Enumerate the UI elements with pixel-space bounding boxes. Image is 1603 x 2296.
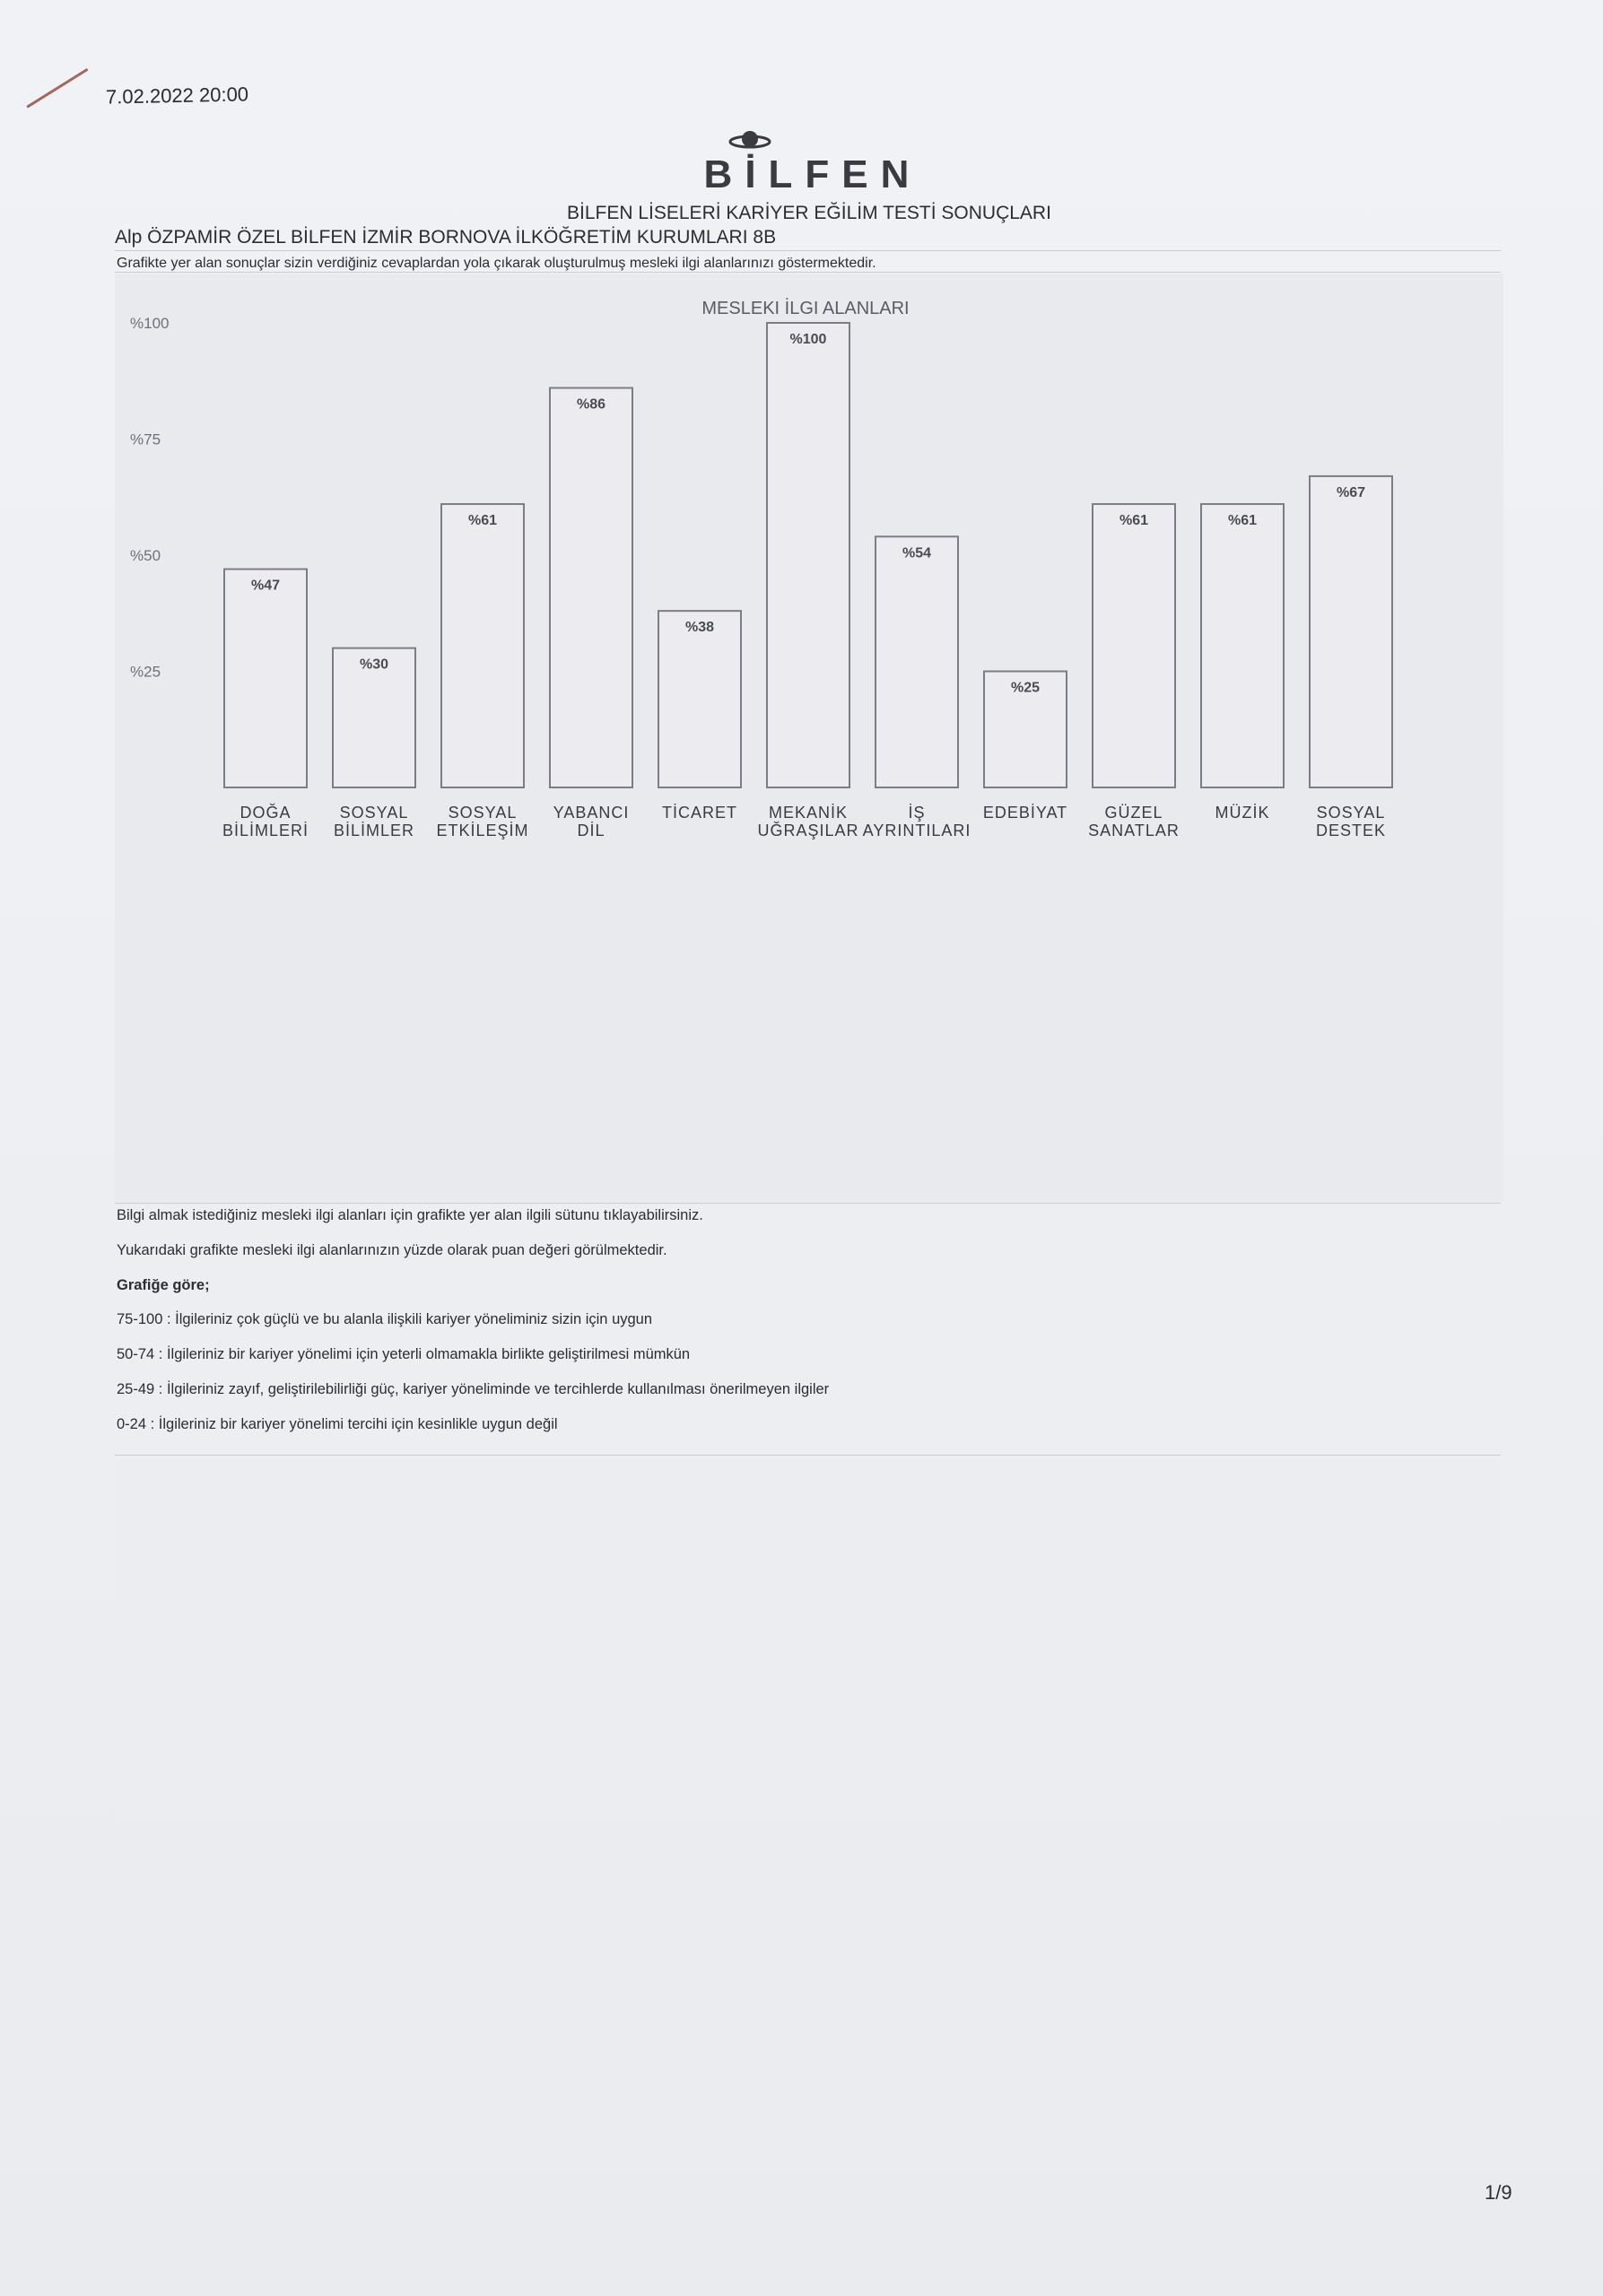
bar-data-label: %86 bbox=[576, 396, 606, 413]
bar-data-label: %54 bbox=[902, 545, 932, 561]
report-title: BİLFEN LİSELERİ KARİYER EĞİLİM TESTİ SONUÇLARI bbox=[567, 203, 1051, 223]
bar[interactable] bbox=[1093, 504, 1175, 787]
page-number: 1/9 bbox=[1485, 2181, 1512, 2204]
divider bbox=[115, 1203, 1501, 1204]
according-title: Grafiğe göre; bbox=[117, 1277, 210, 1293]
percent-hint: Yukarıdaki grafikte mesleki ilgi alanlarınızın yüzde olarak puan değeri görülmektedir. bbox=[117, 1242, 667, 1258]
category-label: BİLİMLER bbox=[333, 822, 415, 839]
bar-data-label: %25 bbox=[1010, 680, 1041, 696]
chart-title: MESLEKI İLGI ALANLARI bbox=[701, 299, 910, 318]
bar[interactable] bbox=[224, 570, 307, 787]
y-tick-label: %100 bbox=[130, 315, 170, 332]
category-label: SOSYAL bbox=[1316, 804, 1386, 822]
bar[interactable] bbox=[767, 323, 849, 787]
category-label: UĞRAŞILAR bbox=[757, 822, 859, 839]
bar[interactable] bbox=[876, 536, 958, 787]
category-label: DESTEK bbox=[1315, 822, 1387, 839]
y-axis-ticks bbox=[130, 315, 169, 681]
category-label: SANATLAR bbox=[1088, 822, 1180, 839]
bar-data-label: %61 bbox=[1227, 513, 1258, 529]
range-75-100: 75-100 : İlgileriniz çok güçlü ve bu alanla ilişkili kariyer yöneliminiz sizin için uygun bbox=[117, 1311, 653, 1327]
category-label: MÜZİK bbox=[1215, 804, 1270, 822]
category-label: AYRINTILARI bbox=[862, 822, 971, 839]
bar-data-label: %30 bbox=[359, 657, 389, 673]
bar[interactable] bbox=[658, 611, 741, 787]
y-tick-label: %50 bbox=[130, 547, 161, 564]
mesleki-ilgi-chart bbox=[0, 0, 1603, 897]
y-tick-label: %25 bbox=[130, 663, 161, 681]
bar-data-label: %67 bbox=[1336, 484, 1366, 500]
range-0-24: 0-24 : İlgileriniz bir kariyer yönelimi tercihi için kesinlikle uygun değil bbox=[117, 1416, 558, 1432]
category-label: BİLİMLERİ bbox=[222, 822, 309, 839]
y-tick-label: %75 bbox=[130, 430, 161, 448]
category-label: SOSYAL bbox=[339, 804, 409, 822]
bar-data-label: %47 bbox=[250, 578, 281, 594]
bar-data-label: %100 bbox=[789, 332, 827, 347]
bar[interactable] bbox=[1310, 476, 1392, 787]
brand-name: BİLFEN bbox=[703, 152, 922, 196]
chart-intro-note: Grafikte yer alan sonuçlar sizin verdiğiniz cevaplardan yola çıkarak oluşturulmuş mesleki ilgi alanlarınızı göstermektedir. bbox=[117, 256, 876, 271]
click-hint: Bilgi almak istediğiniz mesleki ilgi alanları için grafikte yer alan ilgili sütunu tıklayabilirsiniz. bbox=[117, 1207, 703, 1223]
category-label: EDEBİYAT bbox=[982, 804, 1068, 822]
bar-data-label: %61 bbox=[1119, 513, 1149, 529]
show-through-area bbox=[115, 1462, 1501, 1821]
bar-data-label: %38 bbox=[684, 620, 715, 636]
category-label: ETKİLEŞİM bbox=[436, 822, 529, 839]
category-label: DİL bbox=[577, 822, 605, 839]
category-label: YABANCI bbox=[553, 804, 630, 822]
bars-group bbox=[224, 323, 1392, 787]
category-label: GÜZEL bbox=[1104, 804, 1163, 822]
bar-data-label: %61 bbox=[467, 513, 498, 529]
bar[interactable] bbox=[550, 388, 632, 787]
divider bbox=[115, 1455, 1501, 1456]
bar[interactable] bbox=[1201, 504, 1284, 787]
category-label: MEKANİK bbox=[768, 804, 849, 822]
range-50-74: 50-74 : İlgileriniz bir kariyer yönelimi için yeterli olmamakla birlikte geliştirilmesi mümkün bbox=[117, 1346, 691, 1362]
category-labels-group bbox=[222, 803, 1386, 839]
category-label: SOSYAL bbox=[448, 804, 518, 822]
range-25-49: 25-49 : İlgileriniz zayıf, geliştirilebilirliği güç, kariyer yöneliminde ve tercihlerde kullanılması önerilmeyen ilgiler bbox=[117, 1381, 830, 1397]
print-timestamp: 7.02.2022 20:00 bbox=[105, 83, 249, 109]
category-label: DOĞA bbox=[240, 804, 292, 822]
category-label: TİCARET bbox=[661, 804, 738, 822]
student-info: Alp ÖZPAMİR ÖZEL BİLFEN İZMİR BORNOVA İLKÖĞRETİM KURUMLARI 8B bbox=[115, 227, 777, 248]
category-label: İŞ bbox=[908, 804, 926, 822]
bar[interactable] bbox=[441, 504, 524, 787]
